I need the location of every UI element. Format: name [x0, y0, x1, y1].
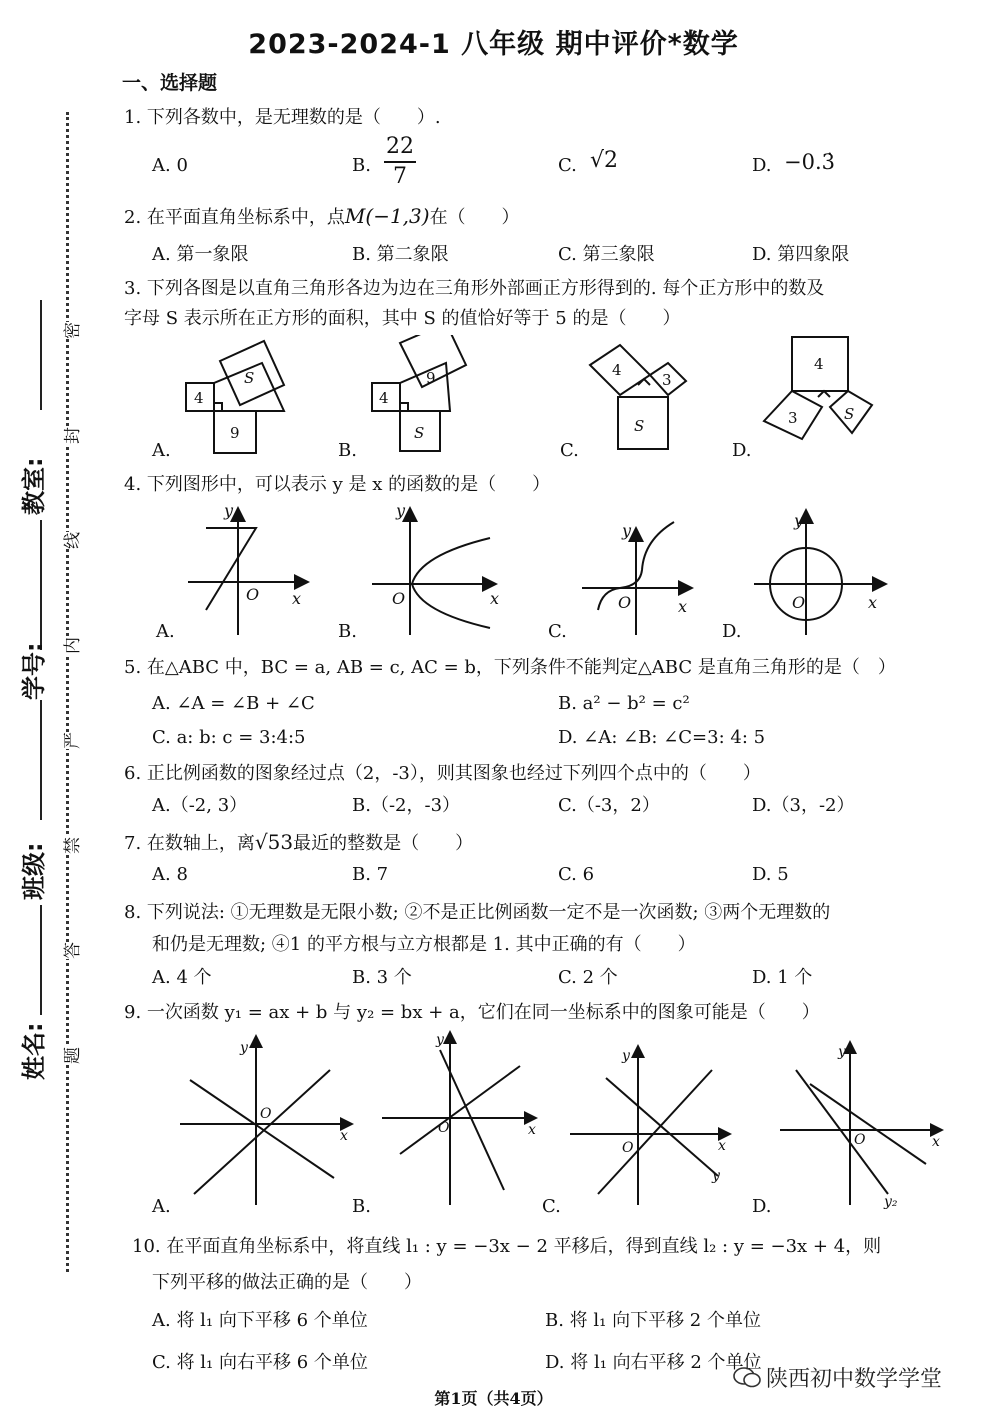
q9c-line-label: y: [712, 1168, 720, 1184]
room-underline: [40, 300, 42, 410]
wechat-icon: [732, 1364, 762, 1394]
q3-option-b: B.: [338, 440, 357, 461]
q9c-o: O: [622, 1140, 634, 1156]
q1-option-b-fraction: [384, 136, 416, 188]
q1-option-c-label: C.: [558, 155, 577, 176]
seal-char: 封: [58, 427, 83, 444]
q3c-val-s: S: [634, 417, 645, 435]
q9c-y: y: [622, 1048, 630, 1064]
q4b-x: x: [490, 589, 500, 608]
q6-stem: 6. 正比例函数的图象经过点（2，-3），则其图象也经过下列四个点中的（ ）: [124, 763, 761, 784]
seal-char: 密: [58, 322, 83, 339]
seal-char: 禁: [58, 837, 83, 854]
q3-option-a: A.: [152, 440, 171, 461]
q8-option-c: C. 2 个: [558, 967, 618, 988]
seal-char: 严: [58, 732, 83, 749]
q3-stem-line1: 3. 下列各图是以直角三角形各边为边在三角形外部画正方形得到的. 每个正方形中的数及: [124, 278, 825, 299]
q8-option-a: A. 4 个: [152, 967, 212, 988]
q3a-val-9: 9: [230, 424, 240, 442]
q6-option-c: C.（-3，2）: [558, 795, 660, 816]
q7-option-c: C. 6: [558, 864, 595, 885]
q9-option-d: D.: [752, 1196, 772, 1217]
name-label: 姓名:: [20, 1022, 48, 1080]
q1-stem: 1. 下列各数中，是无理数的是（ ）.: [124, 107, 441, 128]
seal-char: 题: [58, 1047, 83, 1064]
q3-option-c: C.: [560, 440, 579, 461]
q2-option-a: A. 第一象限: [152, 244, 249, 265]
q8-option-d: D. 1 个: [752, 967, 813, 988]
q10-option-d: D. 将 l₁ 向右平移 2 个单位: [545, 1352, 762, 1373]
fraction-numerator: 22: [384, 136, 416, 163]
q4c-y: y: [622, 521, 632, 540]
q5-stem: 5. 在△ABC 中，BC = a, AB = c, AC = b，下列条件不能判定△ABC 是直角三角形的是（ ）: [124, 657, 896, 678]
q4b-o: O: [392, 589, 406, 608]
q9d-y: y: [838, 1044, 846, 1060]
q2-option-d: D. 第四象限: [752, 244, 850, 265]
q10-stem-line1: 10. 在平面直角坐标系中，将直线 l₁ : y = −3x − 2 平移后，得到直线 l₂ : y = −3x + 4，则: [132, 1236, 882, 1257]
q1-option-d-value: −0.3̇: [784, 150, 835, 174]
page-title: 2023-2024-1 八年级 期中评价*数学: [248, 29, 739, 60]
q6-option-a: A.（-2, 3）: [152, 795, 248, 816]
q4-option-d: D.: [722, 621, 742, 642]
q2-stem-post: 在（ ）: [429, 207, 520, 228]
q10-option-c: C. 将 l₁ 向右平移 6 个单位: [152, 1352, 368, 1373]
q9-option-b: B.: [352, 1196, 371, 1217]
q4b-y: y: [396, 501, 406, 520]
q1-option-a: A. 0: [152, 155, 188, 176]
q2-option-b: B. 第二象限: [352, 244, 449, 265]
q3-stem-line2: 字母 S 表示所在正方形的面积，其中 S 的值恰好等于 5 的是（ ）: [124, 308, 681, 329]
q4-stem: 4. 下列图形中，可以表示 y 是 x 的函数的是（ ）: [124, 474, 551, 495]
q4d-o: O: [792, 593, 806, 612]
q3d-val-s: S: [844, 405, 855, 423]
seal-char: 答: [58, 942, 83, 959]
q2-stem: [124, 203, 520, 229]
q4d-x: x: [868, 593, 878, 612]
q3-option-d: D.: [732, 440, 752, 461]
q2-stem-pre: 2. 在平面直角坐标系中，点: [124, 207, 345, 228]
q3d-val-4: 4: [814, 355, 824, 373]
seal-dotted-line: [66, 112, 69, 1272]
q9b-o: O: [438, 1120, 450, 1136]
q4-option-b: B.: [338, 621, 357, 642]
q4-option-c: C.: [548, 621, 567, 642]
q7-stem: [124, 829, 473, 855]
q7-stem-pre: 7. 在数轴上，离: [124, 833, 255, 854]
q3c-val-4: 4: [612, 361, 622, 379]
name-underline: [40, 905, 42, 1015]
q4a-x: x: [292, 589, 302, 608]
q4d-y: y: [794, 511, 804, 530]
q9b-x: x: [528, 1122, 536, 1138]
q5-option-a: A. ∠A = ∠B + ∠C: [152, 693, 315, 714]
seal-char: 内: [58, 637, 83, 654]
q4-option-a: A.: [156, 621, 175, 642]
q4c-x: x: [678, 597, 688, 616]
q7-option-a: A. 8: [152, 864, 188, 885]
q9d-o: O: [854, 1132, 866, 1148]
q9a-o: O: [260, 1106, 272, 1122]
q10-option-b: B. 将 l₁ 向下平移 2 个单位: [545, 1310, 761, 1331]
q7-option-d: D. 5: [752, 864, 789, 885]
q4a-y: y: [224, 501, 234, 520]
q6-option-d: D.（3，-2）: [752, 795, 855, 816]
number-label: 学号:: [20, 642, 48, 700]
q2-option-c: C. 第三象限: [558, 244, 655, 265]
q10-stem-line2: 下列平移的做法正确的是（ ）: [152, 1272, 422, 1293]
q3d-val-3: 3: [788, 409, 798, 427]
q8-stem-line1: 8. 下列说法: ①无理数是无限小数; ②不是正比例函数一定不是一次函数; ③两个无理数的: [124, 902, 831, 923]
q9b-y: y: [436, 1032, 444, 1048]
q9-stem: 9. 一次函数 y₁ = ax + b 与 y₂ = bx + a，它们在同一坐标系中的图象可能是（ ）: [124, 1002, 820, 1023]
q1-option-d-label: D.: [752, 155, 772, 176]
q8-stem-line2: 和仍是无理数; ④1 的平方根与立方根都是 1. 其中正确的有（ ）: [152, 934, 696, 955]
q4-graphs: [150, 500, 890, 640]
q6-option-b: B.（-2，-3）: [352, 795, 461, 816]
page-footer: 第1页（共4页）: [434, 1389, 553, 1408]
q7-stem-post: 最近的整数是（ ）: [293, 833, 474, 854]
q3a-val-4: 4: [194, 389, 204, 407]
q9-graphs: [150, 1030, 950, 1210]
q9a-x: x: [340, 1128, 348, 1144]
q9c-x: x: [718, 1138, 726, 1154]
q9d-line-label: y₂: [884, 1194, 898, 1210]
q3c-val-3: 3: [662, 371, 672, 389]
q5-option-d: D. ∠A: ∠B: ∠C=3: 4: 5: [558, 727, 766, 748]
q1-option-c-value: √2: [590, 148, 619, 173]
q3b-val-s: S: [414, 424, 425, 442]
q8-option-b: B. 3 个: [352, 967, 412, 988]
q9a-y: y: [240, 1040, 248, 1056]
q5-option-b: B. a² − b² = c²: [558, 693, 690, 714]
q2-stem-math: M(−1,3): [344, 204, 430, 228]
q4a-o: O: [246, 585, 260, 604]
number-underline: [40, 520, 42, 650]
q3a-val-s: S: [244, 369, 255, 387]
q7-stem-math: √53: [254, 830, 294, 854]
fraction-denominator: 7: [393, 164, 407, 189]
q5-option-c: C. a: b: c = 3:4:5: [152, 727, 306, 748]
room-label: 教室:: [20, 457, 48, 515]
class-label: 班级:: [20, 842, 48, 900]
q3b-val-9: 9: [426, 369, 436, 387]
q1-option-b-label: B.: [352, 155, 371, 176]
q4c-o: O: [618, 593, 632, 612]
q3b-val-4: 4: [379, 389, 389, 407]
section-heading: 一、选择题: [122, 72, 218, 94]
q10-option-a: A. 将 l₁ 向下平移 6 个单位: [152, 1310, 368, 1331]
watermark: 陕西初中数学学堂: [766, 1367, 943, 1392]
seal-char: 线: [58, 532, 83, 549]
q9-option-a: A.: [152, 1196, 171, 1217]
class-underline: [40, 700, 42, 820]
q7-option-b: B. 7: [352, 864, 389, 885]
q9-option-c: C.: [542, 1196, 561, 1217]
q9d-x: x: [932, 1134, 940, 1150]
